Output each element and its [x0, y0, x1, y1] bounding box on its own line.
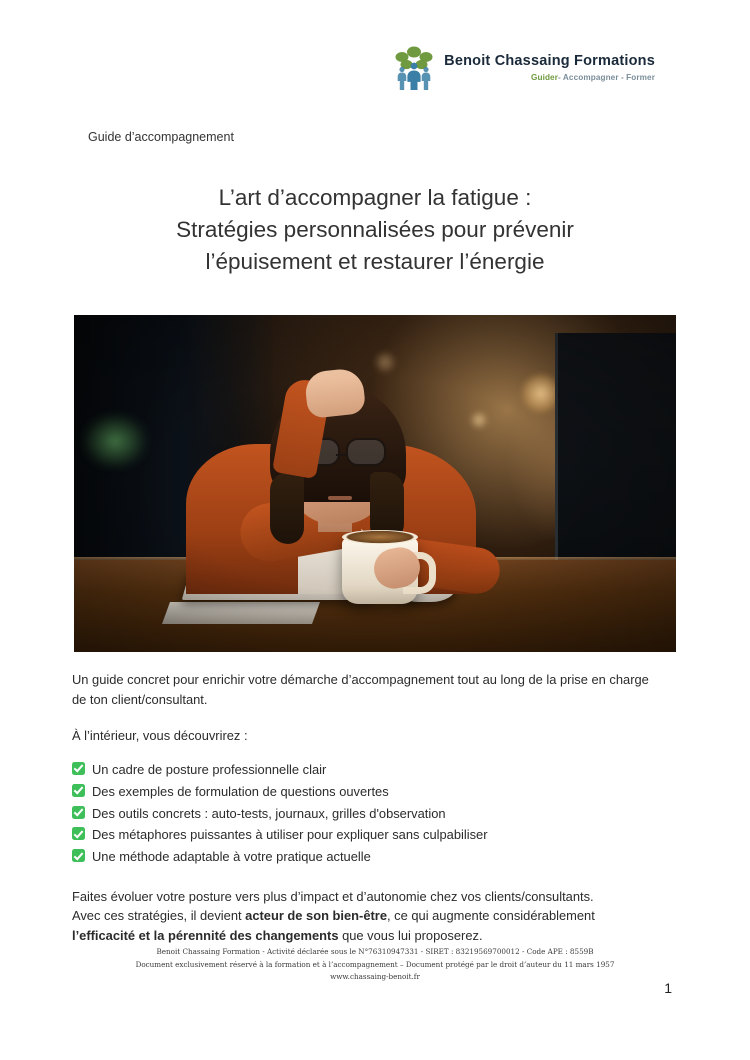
closing-line-2-end: , ce qui augmente considérablement — [387, 908, 595, 924]
brand-logo — [393, 46, 655, 90]
footer-website[interactable]: www.chassaing-benoit.fr — [330, 972, 420, 982]
closing-emphasis-1: acteur de son bien-être — [245, 908, 387, 924]
green-check-icon — [72, 806, 85, 819]
green-check-icon — [72, 784, 85, 797]
list-item-label: Un cadre de posture professionnelle clair — [92, 761, 327, 777]
list-item — [72, 782, 662, 801]
hero-image — [74, 315, 676, 652]
green-check-icon — [72, 849, 85, 862]
intro-paragraph: Un guide concret pour enrichir votre démarche d’accompagnement tout au long de la prise en charge de ton client/consultant. — [72, 672, 649, 707]
closing-line-1: Faites évoluer votre posture vers plus d’impact et d’autonomie chez vos clients/consultants. — [72, 888, 594, 904]
page-title-line-3: l’épuisement et restaurer l’énergie — [205, 248, 545, 274]
document-label: Guide d’accompagnement — [88, 130, 234, 144]
page-footer — [0, 946, 750, 984]
tree-people-logo-icon — [393, 46, 435, 90]
brand-tagline-part-1: Guider — [531, 72, 559, 82]
brand-tagline — [531, 73, 655, 82]
footer-copyright-line: Document exclusivement réservé à la formation et à l’accompagnement – Document protégé par le droit d’auteur du 11 mars 1957 — [135, 959, 615, 969]
brand-tagline-part-2: - Accompagner - Former — [558, 72, 655, 82]
list-item-label: Une méthode adaptable à votre pratique actuelle — [92, 849, 371, 865]
brand-name: Benoit Chassaing Formations — [444, 53, 655, 70]
page-number: 1 — [664, 980, 672, 996]
list-item — [72, 825, 662, 844]
page-title-line-1: L’art d’accompagner la fatigue : — [218, 185, 532, 210]
list-item — [72, 804, 662, 823]
green-check-icon — [72, 762, 85, 775]
list-item — [72, 847, 662, 866]
body-content — [72, 670, 662, 962]
list-item-label: Des exemples de formulation de questions ouvertes — [92, 783, 389, 799]
page-title-line-2: Stratégies personnalisées pour prévenir — [176, 216, 574, 242]
closing-line-2-start: Avec ces stratégies, il devient — [72, 908, 246, 924]
feature-list — [72, 760, 662, 867]
hero-illustration — [74, 315, 676, 652]
list-item — [72, 760, 662, 779]
closing-emphasis-2: l’efficacité et la pérennité des changements — [72, 927, 339, 943]
green-check-icon — [72, 827, 85, 840]
brand-text — [444, 54, 655, 82]
footer-legal-line: Benoit Chassaing Formation - Activité déclarée sous le N°76310947331 - SIRET : 83219569700012 - Code APE : 8559B — [156, 947, 594, 956]
list-item-label: Des métaphores puissantes à utiliser pour expliquer sans culpabiliser — [92, 827, 488, 843]
lead-in-text: À l’intérieur, vous découvrirez : — [72, 728, 248, 744]
closing-paragraph — [72, 887, 662, 946]
list-item-label: Des outils concrets : auto-tests, journaux, grilles d'observation — [92, 805, 446, 821]
closing-line-3-end: que vous lui proposerez. — [338, 927, 483, 943]
page-title — [100, 182, 650, 278]
